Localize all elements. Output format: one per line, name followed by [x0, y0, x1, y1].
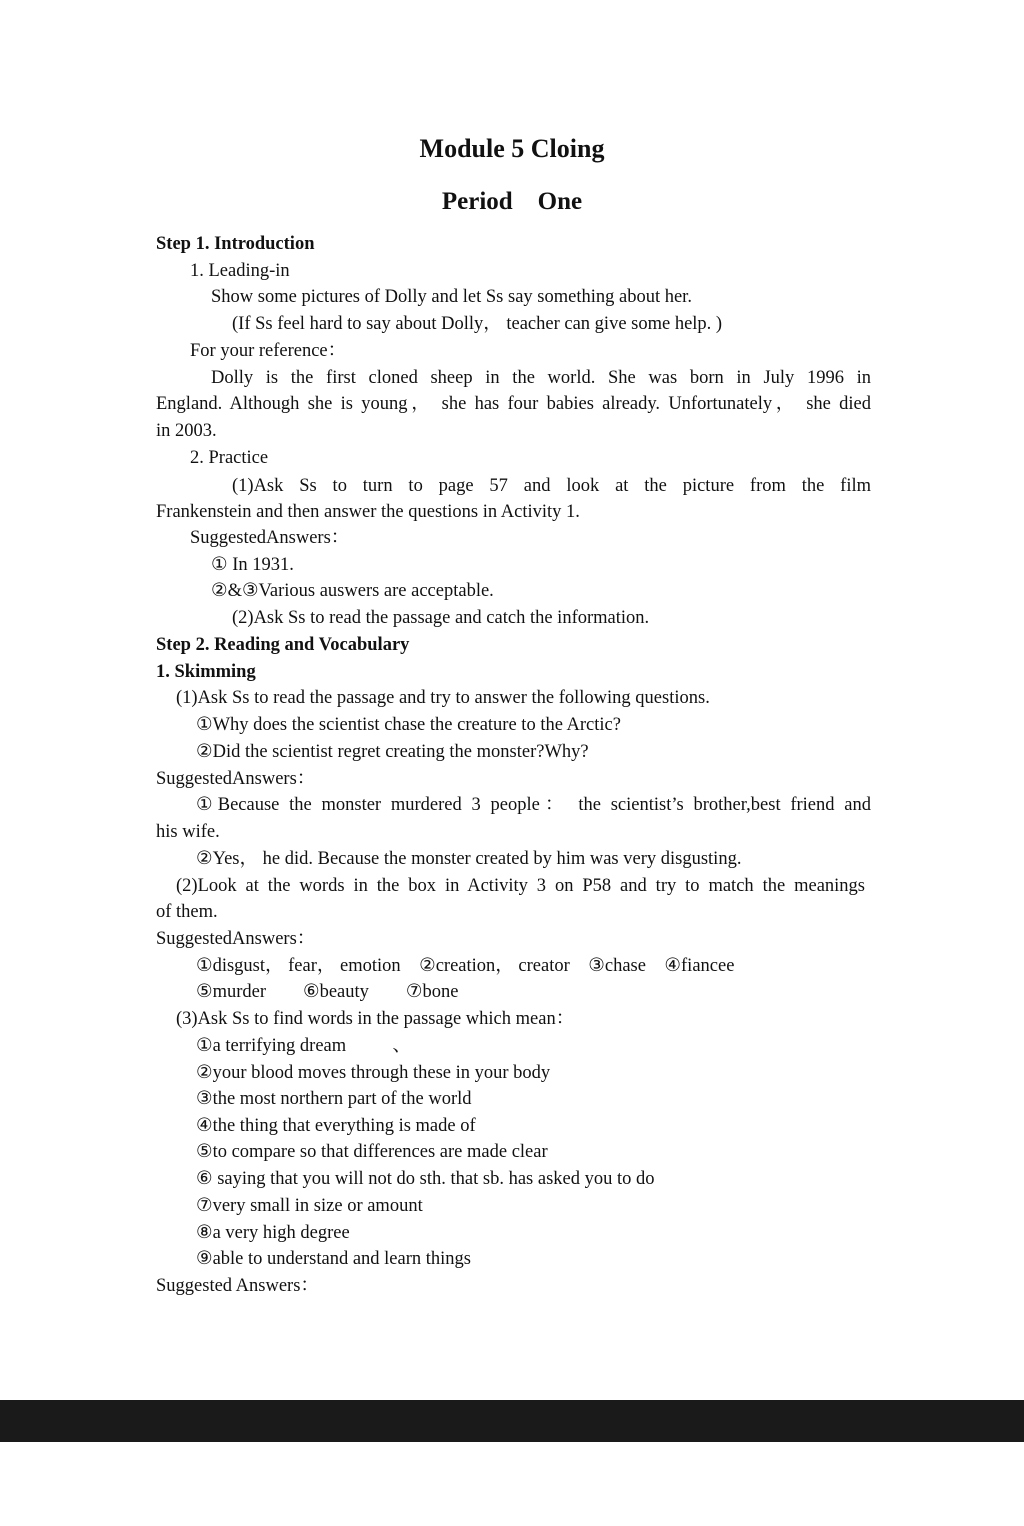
- text-line: (3)Ask Ss to find words in the passage which mean：: [176, 1009, 575, 1029]
- step-1-heading: Step 1. Introduction: [156, 234, 315, 254]
- text-line: in 2003.: [156, 421, 217, 441]
- text-line: 2. Practice: [190, 448, 269, 468]
- page-title: Module 5 Cloing: [419, 134, 605, 163]
- text-line: ⑤to compare so that differences are made clear: [196, 1142, 548, 1162]
- text-line: England. Although she is young， she has four babies already. Unfortunately， she died: [156, 394, 871, 414]
- watermark-bar: [0, 1400, 1024, 1515]
- watermark-id-label: 编号：: [23, 1495, 75, 1515]
- text-line: ①a terrifying dream 、: [196, 1036, 411, 1056]
- skimming-heading: 1. Skimming: [156, 662, 256, 682]
- text-line: Frankenstein and then answer the questions in Activity 1.: [156, 502, 580, 522]
- text-line: 1. Leading-in: [190, 261, 290, 281]
- text-line: ①disgust， fear， emotion ②creation， creator ③chase ④fiancee: [196, 956, 735, 976]
- text-line: ①Because the monster murdered 3 people： the scientist’s brother,best friend and: [196, 795, 871, 815]
- text-line: ①Why does the scientist chase the creature to the Arctic?: [196, 715, 621, 735]
- text-line: ②&③Various auswers are acceptable.: [211, 581, 494, 601]
- text-line: (1)Ask Ss to turn to page 57 and look at the picture from the film: [232, 476, 871, 496]
- text-line: SuggestedAnswers：: [156, 929, 316, 949]
- text-line: ②Yes， he did. Because the monster created by him was very disgusting.: [196, 849, 742, 869]
- text-line: ②your blood moves through these in your body: [196, 1063, 551, 1083]
- page-subtitle: Period One: [441, 188, 583, 215]
- text-line: ⑨able to understand and learn things: [196, 1249, 471, 1269]
- text-line: Show some pictures of Dolly and let Ss say something about her.: [211, 287, 692, 307]
- text-line: SuggestedAnswers：: [156, 769, 316, 789]
- text-line: ⑦very small in size or amount: [196, 1196, 423, 1216]
- text-line: SuggestedAnswers：: [190, 528, 350, 548]
- step-2-heading: Step 2. Reading and Vocabulary: [156, 635, 410, 655]
- text-line: (If Ss feel hard to say about Dolly， teacher can give some help. ): [232, 314, 723, 334]
- text-line: ① In 1931.: [211, 555, 294, 575]
- text-line: Dolly is the first cloned sheep in the world. She was born in July 1996 in: [211, 368, 871, 388]
- text-line: (2)Look at the words in the box in Activity 3 on P58 and try to match the meanings: [176, 876, 865, 896]
- text-line: ⑧a very high degree: [196, 1223, 350, 1243]
- text-line: For your reference：: [190, 341, 347, 361]
- text-line: (2)Ask Ss to read the passage and catch the information.: [232, 608, 650, 628]
- text-line: his wife.: [156, 822, 220, 842]
- text-line: ②Did the scientist regret creating the monster?Why?: [196, 742, 589, 762]
- text-line: ⑤murder ⑥beauty ⑦bone: [196, 982, 459, 1002]
- text-line: (1)Ask Ss to read the passage and try to answer the following questions.: [176, 688, 710, 708]
- text-line: ⑥ saying that you will not do sth. that sb. has asked you to do: [196, 1169, 655, 1189]
- text-line: Suggested Answers：: [156, 1276, 319, 1296]
- watermark-id: 14352508: [74, 1495, 170, 1515]
- watermark-site: 素材天下 sucaisucai.com: [23, 1453, 243, 1473]
- text-line: of them.: [156, 902, 218, 922]
- text-line: ③the most northern part of the world: [196, 1089, 472, 1109]
- text-line: ④the thing that everything is made of: [196, 1116, 476, 1136]
